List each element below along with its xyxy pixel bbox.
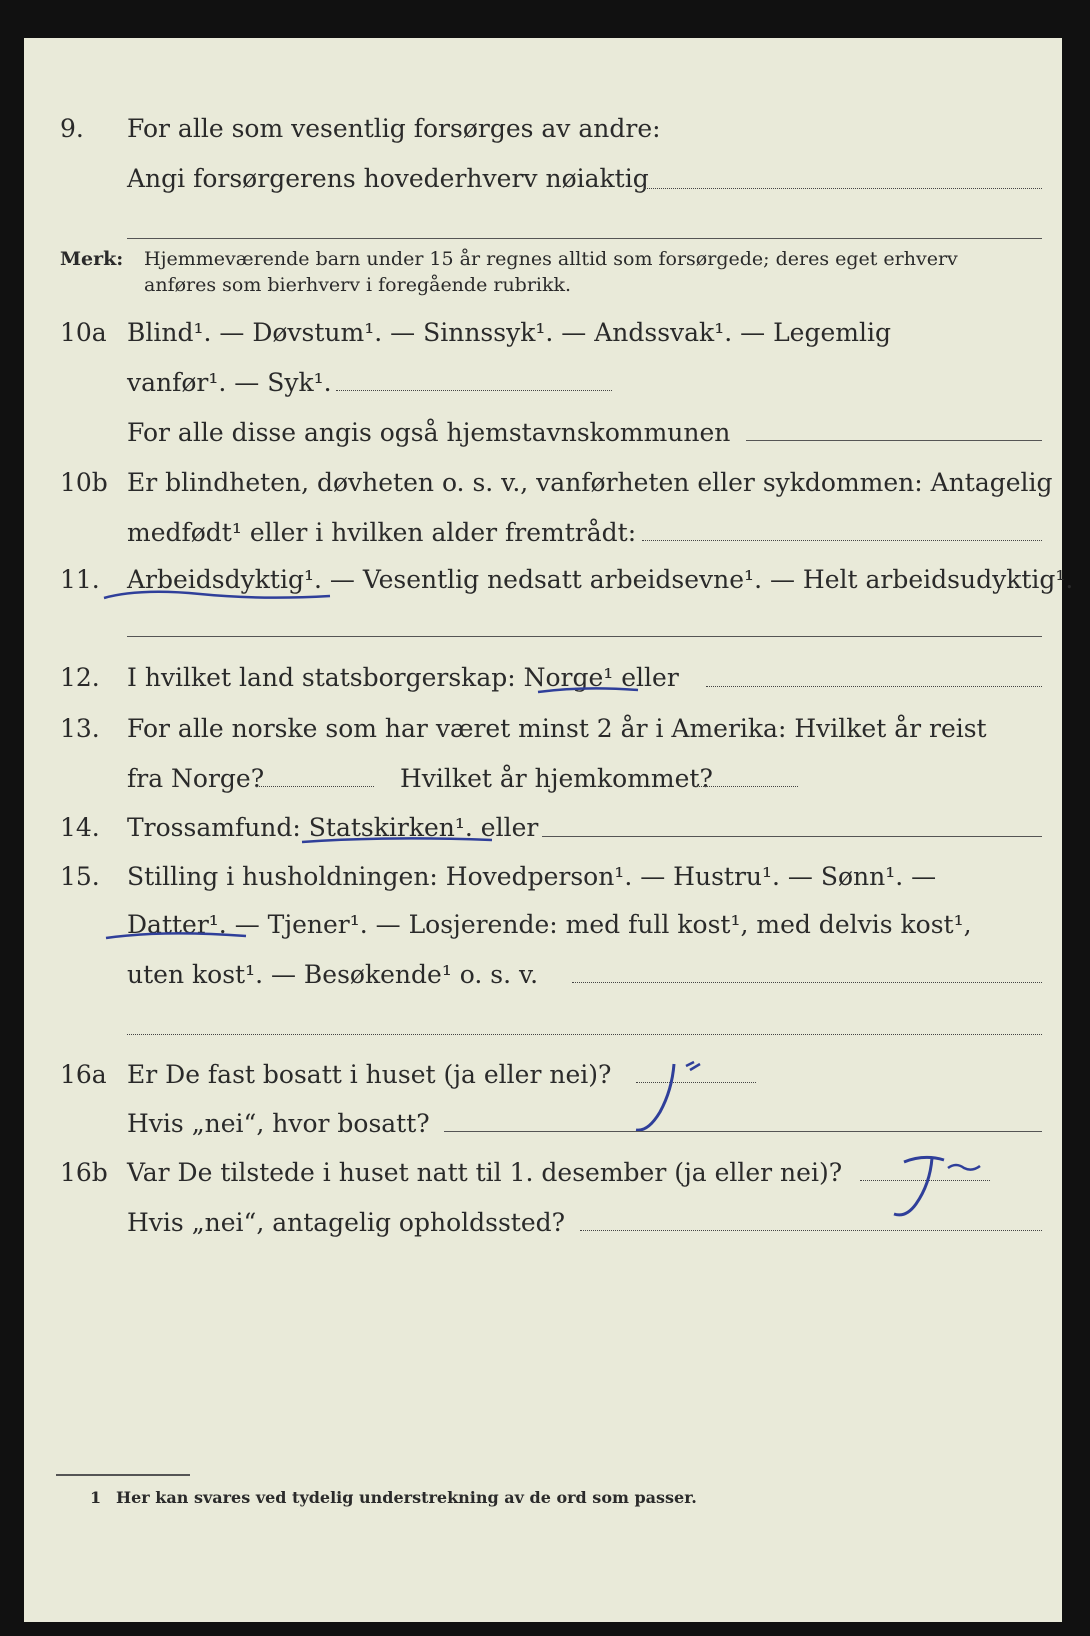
q10a-line2: vanfør¹. — Syk¹. xyxy=(127,368,332,397)
q16b-number: 16b xyxy=(60,1158,108,1187)
q11-answer-line xyxy=(127,636,1042,637)
q10b-answer-line xyxy=(642,540,1042,541)
q11-line1: Arbeidsdyktig¹. — Vesentlig nedsatt arbeidsevne¹. — Helt arbeidsudyktig¹. xyxy=(127,565,1074,594)
q16a-where-line xyxy=(444,1131,1042,1132)
footnote-mark: 1 xyxy=(90,1488,102,1507)
q14-underline-mark xyxy=(298,834,498,848)
q12-number: 12. xyxy=(60,663,100,692)
footnote-separator xyxy=(56,1474,190,1476)
q13-year-returned-line xyxy=(696,786,798,787)
q14-number: 14. xyxy=(60,813,100,842)
q10a-line3: For alle disse angis også hjemstavnskommunen xyxy=(127,418,731,447)
merk-line2: anføres som bierhverv i foregående rubrikk. xyxy=(144,274,572,296)
q10a-hometown-line xyxy=(746,440,1042,441)
q14-answer-line xyxy=(542,836,1042,837)
q12-line1: I hvilket land statsborgerskap: Norge¹ eller xyxy=(127,663,679,692)
q10b-number: 10b xyxy=(60,468,108,497)
q11-number: 11. xyxy=(60,565,100,594)
q15-line2: Datter¹. — Tjener¹. — Losjerende: med full kost¹, med delvis kost¹, xyxy=(127,910,972,939)
q16a-line1: Er De fast bosatt i huset (ja eller nei)? xyxy=(127,1060,612,1089)
q13-line2b: Hvilket år hjemkommet? xyxy=(400,764,713,793)
q10a-line1: Blind¹. — Døvstum¹. — Sinnssyk¹. — Andssvak¹. — Legemlig xyxy=(127,318,891,347)
q15-number: 15. xyxy=(60,862,100,891)
merk-line1: Hjemmeværende barn under 15 år regnes alltid som forsørgede; deres eget erhverv xyxy=(144,248,958,270)
q10a-number: 10a xyxy=(60,318,107,347)
q16b-line2: Hvis „nei“, antagelig opholdssted? xyxy=(127,1208,566,1237)
q16b-place-line xyxy=(580,1230,1042,1231)
q10b-line2: medfødt¹ eller i hvilken alder fremtrådt: xyxy=(127,518,637,547)
q15-answer-line xyxy=(572,982,1042,983)
q16a-number: 16a xyxy=(60,1060,107,1089)
q13-year-left-line xyxy=(256,786,374,787)
q13-line2a: fra Norge? xyxy=(127,764,265,793)
q9-line1: For alle som vesentlig forsørges av andre: xyxy=(127,114,661,143)
q9-line2: Angi forsørgerens hovederhverv nøiaktig xyxy=(127,164,649,193)
q15-line3: uten kost¹. — Besøkende¹ o. s. v. xyxy=(127,960,539,989)
q16a-handwritten-answer xyxy=(624,1050,734,1150)
footnote-text: Her kan svares ved tydelig understrekning av de ord som passer. xyxy=(116,1488,697,1507)
q12-underline-mark xyxy=(534,684,644,698)
q9-answer-line-2 xyxy=(127,238,1042,239)
q12-answer-line xyxy=(706,686,1042,687)
q14-line1: Trossamfund: Statskirken¹. eller xyxy=(127,813,539,842)
q10b-line1: Er blindheten, døvheten o. s. v., vanførheten eller sykdommen: Antagelig xyxy=(127,468,1053,497)
q11-underline-mark xyxy=(100,586,340,604)
merk-label: Merk: xyxy=(60,248,124,270)
q9-number: 9. xyxy=(60,114,84,143)
q16b-line1: Var De tilstede i huset natt til 1. desember (ja eller nei)? xyxy=(127,1158,843,1187)
q16b-handwritten-answer xyxy=(884,1148,1004,1228)
census-form-page xyxy=(24,38,1074,1622)
q16a-line2: Hvis „nei“, hvor bosatt? xyxy=(127,1109,430,1138)
q10a-answer-line xyxy=(336,390,612,391)
q15-line1: Stilling i husholdningen: Hovedperson¹. — Hustru¹. — Sønn¹. — xyxy=(127,862,937,891)
q13-line1: For alle norske som har været minst 2 år i Amerika: Hvilket år reist xyxy=(127,714,987,743)
q15-underline-mark xyxy=(102,928,252,944)
q15-answer-line-2 xyxy=(127,1034,1042,1035)
q9-answer-line xyxy=(644,188,1042,189)
q13-number: 13. xyxy=(60,714,100,743)
